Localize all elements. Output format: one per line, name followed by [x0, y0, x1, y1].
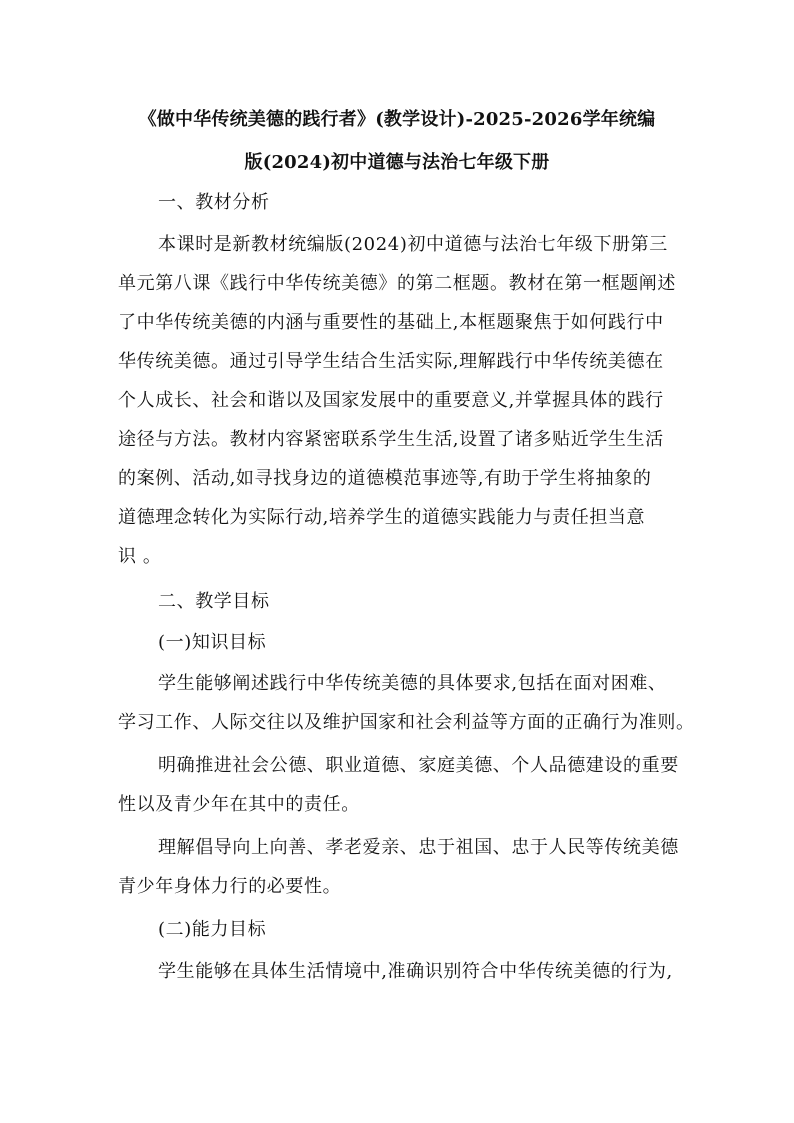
- paragraph-line: 个人成长、社会和谐以及国家发展中的重要意义,并掌握具体的践行: [118, 390, 664, 411]
- paragraph-line: 学生能够在具体生活情境中,准确识别符合中华传统美德的行为,: [158, 961, 673, 982]
- subsection-heading-knowledge-objectives: (一)知识目标: [158, 632, 267, 653]
- paragraph-line: 识 。: [118, 546, 162, 567]
- paragraph-line: 华传统美德。通过引导学生结合生活实际,理解践行中华传统美德在: [118, 351, 664, 372]
- paragraph-line: 途径与方法。教材内容紧密联系学生生活,设置了诸多贴近学生生活: [118, 429, 664, 450]
- paragraph-line: 了中华传统美德的内涵与重要性的基础上,本框题聚焦于如何践行中: [118, 312, 664, 333]
- paragraph-line: 道德理念转化为实际行动,培养学生的道德实践能力与责任担当意: [118, 507, 646, 528]
- paragraph-line: 理解倡导向上向善、孝老爱亲、忠于祖国、忠于人民等传统美德: [158, 837, 679, 858]
- paragraph-line: 明确推进社会公德、职业道德、家庭美德、个人品德建设的重要: [158, 755, 679, 776]
- section-heading-textbook-analysis: 一、教材分析: [158, 192, 270, 213]
- paragraph-line: 的案例、活动,如寻找身边的道德模范事迹等,有助于学生将抽象的: [118, 468, 652, 489]
- document-title-line-1: 《做中华传统美德的践行者》(教学设计)-2025-2026学年统编: [138, 109, 656, 130]
- paragraph-line: 学生能够阐述践行中华传统美德的具体要求,包括在面对困难、: [158, 673, 667, 694]
- paragraph-line: 本课时是新教材统编版(2024)初中道德与法治七年级下册第三: [158, 234, 668, 255]
- paragraph-line: 学习工作、人际交往以及维护国家和社会利益等方面的正确行为准则。: [118, 712, 695, 733]
- paragraph-line: 性以及青少年在其中的责任。: [118, 794, 360, 815]
- subsection-heading-ability-objectives: (二)能力目标: [158, 919, 267, 940]
- section-heading-teaching-objectives: 二、教学目标: [158, 591, 270, 612]
- document-title-line-2: 版(2024)初中道德与法治七年级下册: [244, 152, 550, 173]
- paragraph-line: 青少年身体力行的必要性。: [118, 876, 342, 897]
- paragraph-line: 单元第八课《践行中华传统美德》的第二框题。教材在第一框题阐述: [118, 273, 676, 294]
